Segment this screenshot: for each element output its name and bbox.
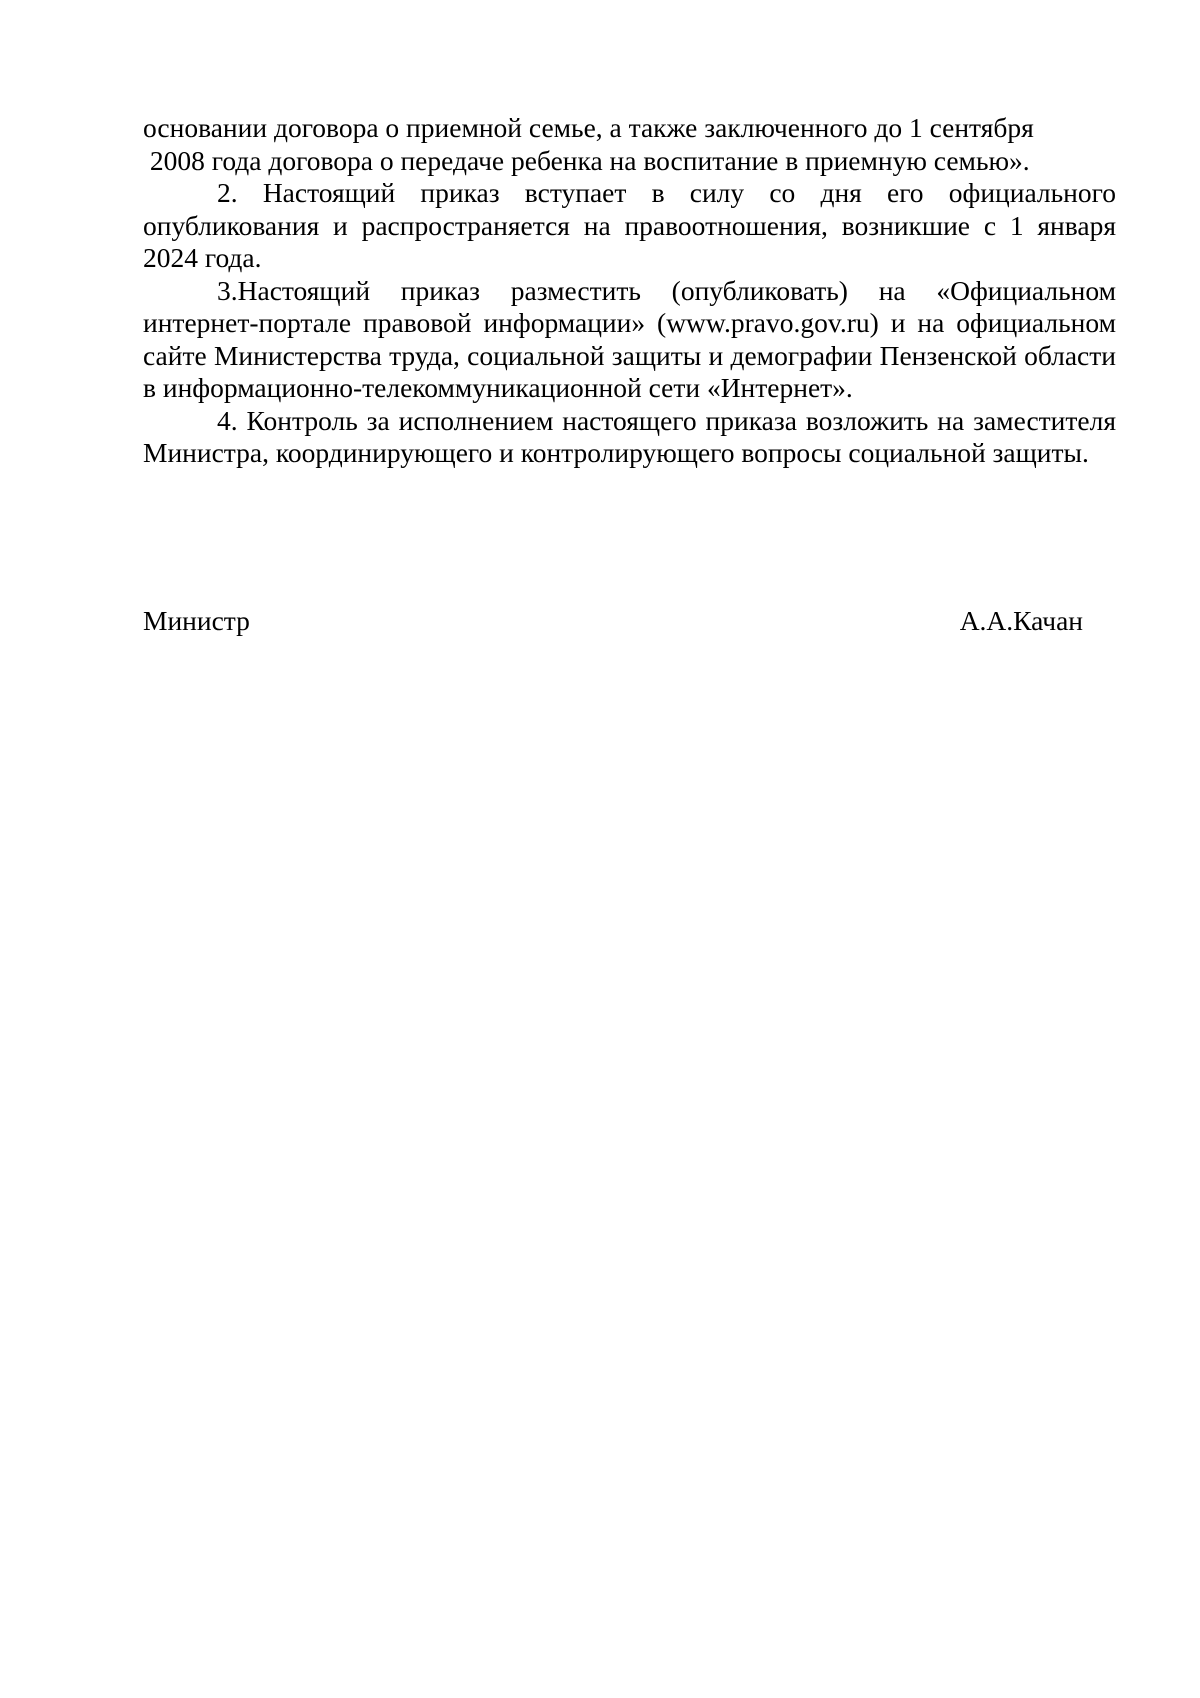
paragraph-3: 3.Настоящий приказ разместить (опубликовать) на «Официальном интернет-портале правовой информации» (www.pravo.gov.ru) и на официальном сайте Министерства труда, социальной защиты и демографии Пензенской области в информационно-телекоммуникационной сети «Интернет».: [143, 274, 1116, 403]
document-body: [143, 112, 1116, 470]
paragraph-2: 2. Настоящий приказ вступает в силу со дня его официального опубликования и распространяется на правоотношения, возникшие с 1 января 2024 года.: [143, 177, 1116, 273]
paragraph-continuation-line-1: основании договора о приемной семье, а также заключенного до 1 сентября: [143, 112, 1034, 143]
signature-block: [143, 605, 1083, 638]
signatory-name: А.А.Качан: [959, 605, 1083, 636]
paragraph-continuation: [143, 112, 1116, 177]
paragraph-continuation-line-2: 2008 года договора о передаче ребенка на воспитание в приемную семью».: [143, 144, 1030, 176]
paragraph-4: 4. Контроль за исполнением настоящего приказа возложить на заместителя Министра, координирующего и контролирующего вопросы социальной защиты.: [143, 404, 1116, 468]
signatory-position: Министр: [143, 605, 250, 636]
